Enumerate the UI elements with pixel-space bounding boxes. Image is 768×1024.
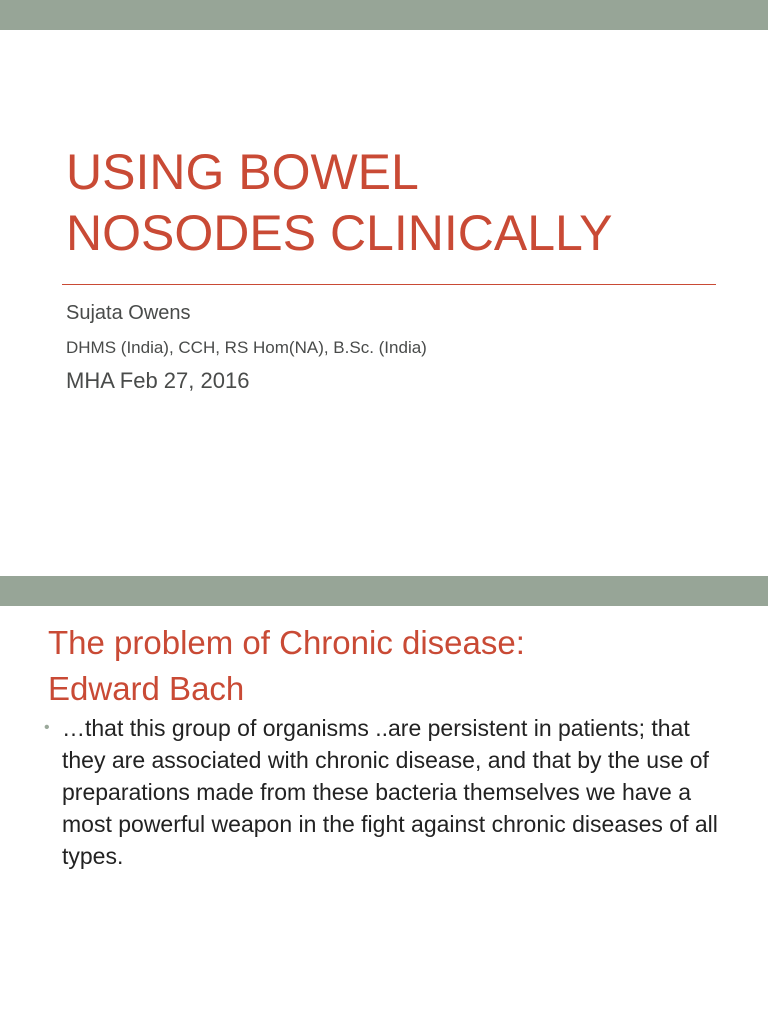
presenter-name: Sujata Owens [66,302,191,324]
bullet-item [44,712,734,872]
presenter-credentials: DHMS (India), CCH, RS Hom(NA), B.Sc. (India) [66,338,427,357]
slide2-header-band [0,576,768,606]
bullet-icon: • [44,719,50,736]
bullet-quote-text: …that this group of organisms ..are persistent in patients; that they are associated with chronic disease, and that by the use of preparations made from these bacteria themselves we have a most powerful weapon in the fight against chronic diseases of all types. [62,715,718,869]
title-divider [62,284,716,285]
slide1-title: USING BOWEL NOSODES CLINICALLY [66,144,613,261]
slide1-header-band [0,0,768,30]
slide2-title: The problem of Chronic disease: Edward Bach [48,624,525,707]
event-date: MHA Feb 27, 2016 [66,368,250,393]
